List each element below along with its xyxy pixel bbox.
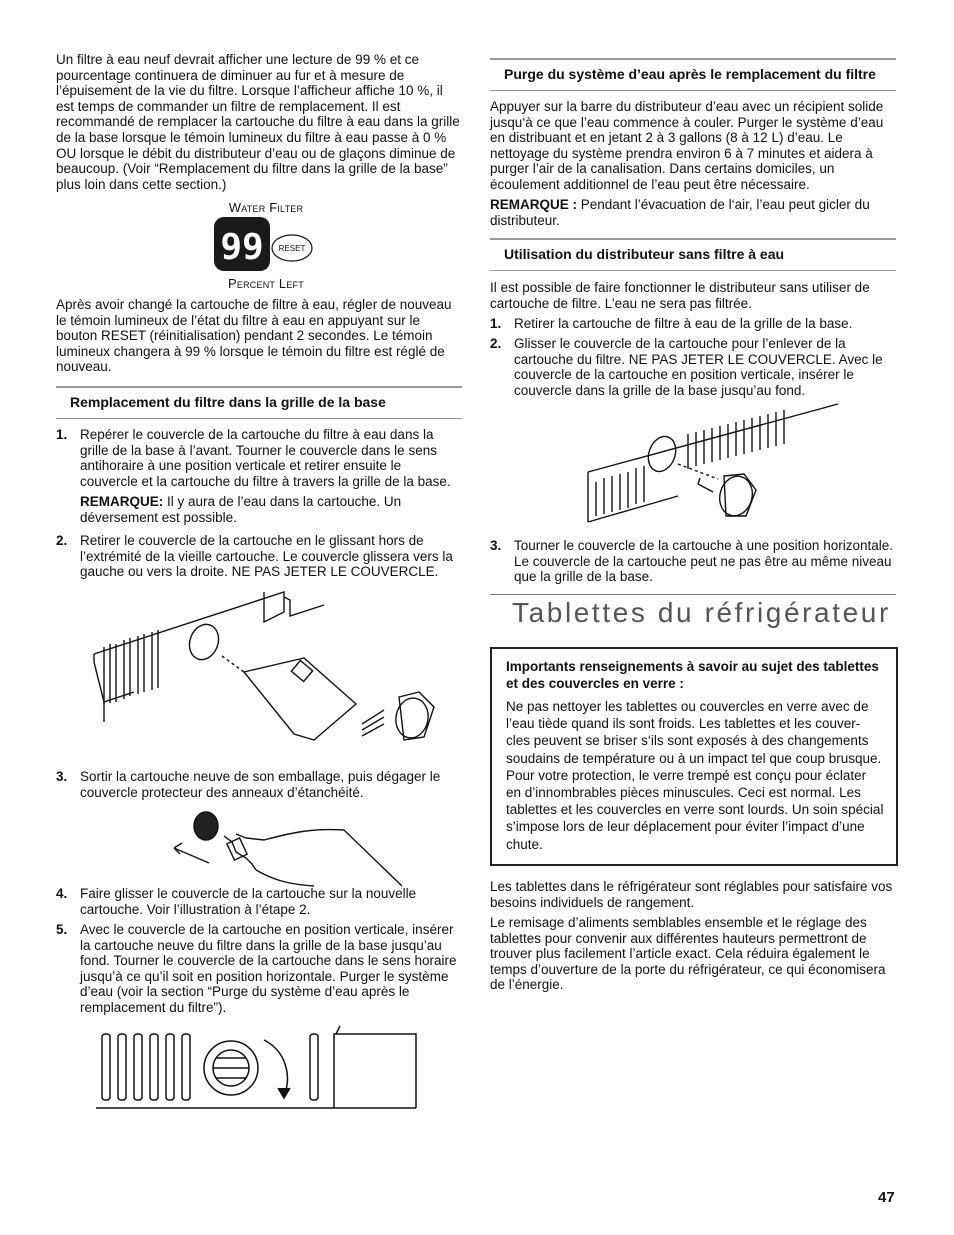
protective-cap-illustration: [174, 808, 404, 886]
section-heading-replacement: Remplacement du filtre dans la grille de la base: [56, 386, 462, 419]
purge-paragraph: Appuyer sur la barre du distributeur d’eau avec un récipient solide jusqu‘à ce que l’eau commence à couler. Purger le système d’eau en distribuant et en jetant 2 à 3 gallons (8 à 12 L) d’eau. Le nettoyage du système prendra environ 6 à 7 minutes et aidera à purger l’air de la canalisation. Dans certains domiciles, un écoulement additionnel de l’eau peut être nécessaire.: [490, 99, 884, 192]
warning-box: [490, 647, 898, 866]
filter-reading: 99: [220, 227, 264, 268]
shelves-paragraph-1: Les tablettes dans le réfrigérateur sont réglables pour satisfaire vos besoins individuels de rangement.: [490, 879, 893, 910]
left-step-5: 5. Avec le couvercle de la cartouche en position verticale, insérer la cartouche neuve du filtre dans la grille de la base jusqu’au fond. Tourner le couvercle de la cartouche dans le sens horaire jusqu’à ce qu’il soit en position horizontale. Purger le système d’eau (voir la section “Purge du système d’eau après le remplacement du filtre”).: [56, 922, 457, 1015]
section-heading-no-filter: Utilisation du distributeur sans filtre à eau: [490, 238, 896, 271]
page-number: 47: [878, 1189, 895, 1206]
intro-paragraph: Un filtre à eau neuf devrait afficher une lecture de 99 % et ce pourcentage continuera de diminuer au fur et à mesure de l’épuisement de la vie du filtre. Lorsque l’afficheur affiche 10 %, il est temps de commander un filtre de remplacement. Il est recommandé de remplacer la cartouche du filtre à eau dans la grille de la base lorsque le témoin lumineux du filtre à eau passe à 0 % OU lorsque le débit du distributeur d’eau ou de glaçons diminue de beaucoup. (Voir “Remplacement du filtre dans la grille de la base” plus loin dans cette section.): [56, 52, 460, 192]
percent-left-label: Percent Left: [228, 276, 304, 291]
left-step-1: 1. Repérer le couvercle de la cartouche du filtre à eau dans la grille de la base à l’avant. Tourner le couvercle dans le sens antihoraire à une position verticale et retirer ensuite le couvercle et la cartouche du filtre à travers la grille de la base. REMARQUE: Il y aura de l’eau dans la cartouche. Un déversement est possible.: [56, 427, 451, 525]
shelves-title: Tablettes du réfrigérateur: [490, 594, 896, 621]
right-step-1: 1. Retirer la cartouche de filtre à eau de la grille de la base.: [490, 316, 853, 331]
left-step-4: 4. Faire glisser le couvercle de la cartouche sur la nouvelle cartouche. Voir l’illustration à l’étape 2.: [56, 886, 417, 917]
after-reset-paragraph: Après avoir changé la cartouche de filtre à eau, régler de nouveau le témoin lumineux de l’état du filtre à eau en appuyant sur le bouton RESET (réinitialisation) pendant 2 secondes. Le témoin lumineux changera à 99 % lorsque le témoin du filtre est réglé de nouveau.: [56, 297, 452, 375]
left-step-3: 3. Sortir la cartouche neuve de son emballage, puis dégager le couvercle protecteur des anneaux d’étanchéité.: [56, 769, 441, 800]
right-step-2: 2. Glisser le couvercle de la cartouche pour l’enlever de la cartouche du filtre. NE PAS JETER LE COUVERCLE. Avec le couvercle de la cartouche en position verticale, insérer le couvercle dans la grille de la base jusqu’au fond.: [490, 336, 883, 398]
left-step-2: 2. Retirer le couvercle de la cartouche en le glissant hors de l’extrémité de la vieille cartouche. Le couvercle glissera vers la gauche ou vers la droite. NE PAS JETER LE COUVERCLE.: [56, 533, 453, 580]
water-filter-label: Water Filter: [228, 200, 304, 215]
right-step-3: 3. Tourner le couvercle de la cartouche à une position horizontale. Le couvercle de la cartouche peut ne pas être au même niveau que la grille de la base.: [490, 538, 893, 585]
reset-label: RESET: [278, 244, 306, 253]
cartridge-removal-illustration: [94, 592, 444, 762]
shelves-paragraph-2: Le remisage d’aliments semblables ensemble et le réglage des tablettes pour convenir aux différentes hauteurs permettront de trouver plus facilement l’article exact. Cela réduira également le temps d’ouverture de la porte du réfrigérateur, ce qui économisera de l’énergie.: [490, 915, 886, 993]
cap-insert-illustration: [588, 404, 840, 524]
no-filter-paragraph: Il est possible de faire fonctionner le distributeur sans utiliser de cartouche de filtre. L’eau ne sera pas filtrée.: [490, 280, 870, 311]
purge-note: REMARQUE : Pendant l’évacuation de l‘air, l’eau peut gicler du distributeur.: [490, 197, 870, 228]
cap-rotation-illustration: [96, 1026, 418, 1112]
warning-body: Ne pas nettoyer les tablettes ou couvercles en verre avec de l’eau tiède quand ils sont froids. Les tablettes et les couver-cles peuvent se briser s‘ils sont exposés à des changements soudains de température ou à un impact tel que coup brusque. Pour votre protection, le verre trempé est conçu pour éclater en d’innombrables pièces minuscules. Ceci est normal. Les tablettes et les couvercles en verre sont lourds. Un soin spécial s’impose lors de leur déplacement pour éviter l’impact d’une chute.: [506, 699, 884, 852]
warning-title: Importants renseignements à savoir au sujet des tablettes et des couvercles en verre :: [506, 659, 879, 691]
filter-display-illustration: [214, 217, 314, 271]
section-heading-purge: Purge du système d’eau après le remplacement du filtre: [490, 58, 896, 91]
